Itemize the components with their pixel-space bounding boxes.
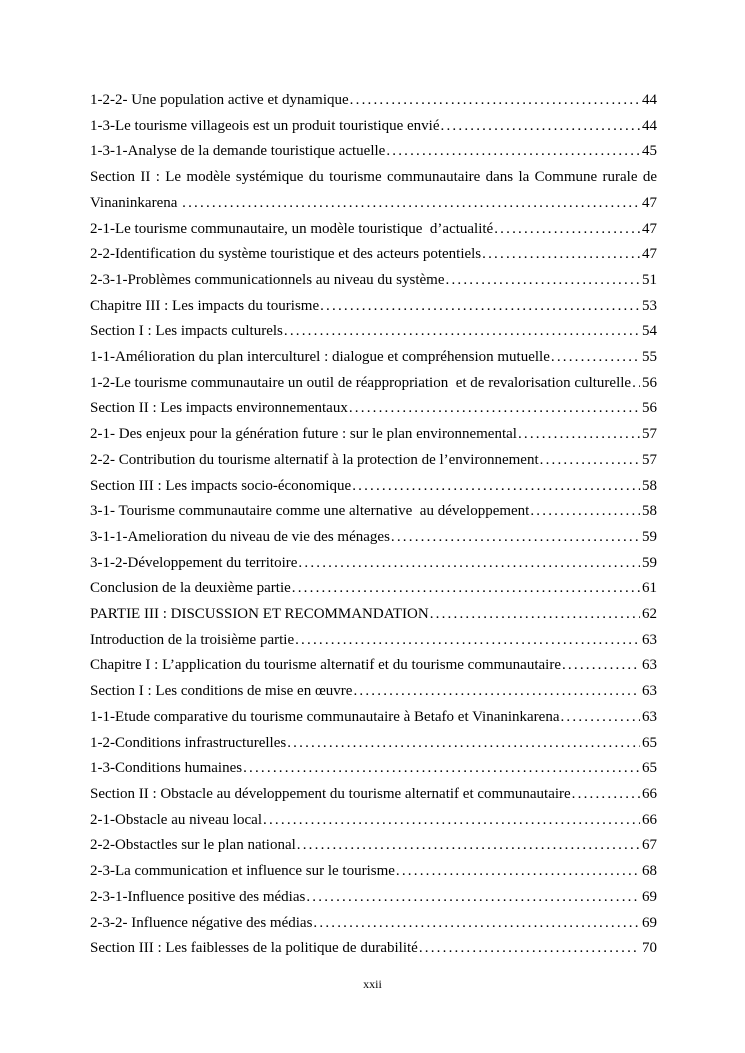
toc-page-number: 59 (642, 554, 657, 571)
toc-entry (90, 731, 657, 757)
toc-leader-dots (418, 936, 640, 962)
toc-page-number: 63 (642, 631, 657, 648)
toc-entry (90, 88, 657, 114)
toc-leader-dots (517, 422, 640, 448)
toc-entry-title: 1-1-Etude comparative du tourisme communautaire à Betafo et Vinaninkarena (90, 708, 560, 725)
toc-entry-title: Section II : Obstacle au développement du tourisme alternatif et communautaire (90, 785, 571, 802)
toc-entry-title: 2-3-2- Influence négative des médias (90, 914, 313, 931)
toc-leader-dots (319, 294, 640, 320)
toc-entry-title: 3-1- Tourisme communautaire comme une alternative au développement (90, 503, 530, 520)
toc-leader-dots (390, 525, 640, 551)
toc-leader-dots (561, 653, 640, 679)
toc-entry-title: PARTIE III : DISCUSSION ET RECOMMANDATION (90, 606, 429, 623)
toc-entry-title: Chapitre III : Les impacts du tourisme (90, 297, 320, 314)
toc-leader-dots (440, 114, 640, 140)
toc-entry (90, 448, 657, 474)
toc-page-number: 70 (642, 940, 657, 957)
toc-leader-dots (631, 371, 640, 397)
toc-entry (90, 628, 657, 654)
toc-entry-title: 3-1-2-Développement du territoire (90, 554, 298, 571)
toc-entry (90, 808, 657, 834)
toc-entry (90, 653, 657, 679)
toc-page-number: 47 (642, 246, 657, 263)
toc-entry-title: 1-2-2- Une population active et dynamique (90, 92, 349, 108)
toc-page-number: 45 (642, 143, 657, 160)
toc-leader-dots (291, 576, 640, 602)
toc-entry-title: 2-3-1-Influence positive des médias (90, 888, 306, 905)
toc-entry (90, 396, 657, 422)
toc-leader-dots (348, 396, 640, 422)
toc-entry-title: 1-3-Le tourisme villageois est un produit touristique envié (90, 117, 440, 134)
toc-leader-dots (493, 217, 640, 243)
toc-entry (90, 114, 657, 140)
toc-entry-title: Section III : Les faiblesses de la politique de durabilité (90, 940, 418, 957)
toc-leader-dots (312, 911, 640, 937)
toc-entry-title: 2-3-La communication et influence sur le tourisme (90, 863, 395, 880)
toc-page-number: 67 (642, 837, 657, 854)
toc-leader-dots (395, 859, 640, 885)
toc-entry (90, 679, 657, 705)
toc-leader-dots (305, 885, 640, 911)
toc-entry (90, 602, 657, 628)
toc-entry-title: Section II : Les impacts environnementaux (90, 400, 348, 417)
toc-entry (90, 576, 657, 602)
toc-page-number: 47 (642, 194, 657, 211)
toc-page-number: 66 (642, 785, 657, 802)
toc-leader-dots (296, 833, 640, 859)
toc-entry-title: 2-2-Obstactles sur le plan national (90, 837, 296, 854)
toc-page-number: 63 (642, 657, 657, 674)
toc-leader-dots (242, 756, 640, 782)
toc-page-number: 69 (642, 888, 657, 905)
toc-entry-title: 2-2-Identification du système touristique et des acteurs potentiels (90, 246, 482, 263)
toc-page-number: 62 (642, 606, 657, 623)
toc-leader-dots (385, 139, 640, 165)
toc-entry-title: 2-1-Obstacle au niveau local (90, 811, 263, 828)
toc-entry (90, 936, 657, 962)
page-number-footer: xxii (363, 977, 382, 991)
toc-page-number: 68 (642, 863, 657, 880)
toc-leader-dots (539, 448, 640, 474)
toc-page-number: 51 (642, 271, 657, 288)
toc-leader-dots (445, 268, 641, 294)
toc-page-number: 61 (642, 580, 657, 597)
toc-leader-dots (181, 191, 640, 217)
toc-entry (90, 191, 657, 217)
toc-page-number: 66 (642, 811, 657, 828)
toc-entry (90, 859, 657, 885)
toc-page-number: 55 (642, 349, 657, 366)
toc-page-number: 44 (642, 117, 657, 134)
toc-entry-title: 1-3-1-Analyse de la demande touristique actuelle (90, 143, 386, 160)
toc-leader-dots (571, 782, 640, 808)
toc-entry (90, 833, 657, 859)
toc-entry (90, 242, 657, 268)
toc-entry-title: 1-3-Conditions humaines (90, 760, 243, 777)
toc-entry (90, 217, 657, 243)
toc-entry (90, 371, 657, 397)
toc-entry (90, 782, 657, 808)
toc-entry-title: 2-1-Le tourisme communautaire, un modèle touristique d’actualité (90, 220, 494, 237)
toc-entry-title: 2-2- Contribution du tourisme alternatif à la protection de l’environnement (90, 451, 539, 468)
toc-leader-dots (262, 808, 640, 834)
toc-entry-title: Chapitre I : L’application du tourisme alternatif et du tourisme communautaire (90, 657, 561, 674)
toc-leader-dots (559, 705, 640, 731)
toc-entry (90, 268, 657, 294)
toc-leader-dots (286, 731, 640, 757)
toc-entry-title: Vinaninkarena (90, 194, 182, 211)
toc-page-number: 54 (642, 323, 657, 340)
toc-leader-dots (283, 319, 640, 345)
toc-page-number: 63 (642, 683, 657, 700)
toc-page-number: 65 (642, 734, 657, 751)
toc-entry-title-wrapped: Section II : Le modèle systémique du tourisme communautaire dans la Commune rurale de (90, 169, 657, 186)
toc-entry-title: 3-1-1-Amelioration du niveau de vie des ménages (90, 528, 390, 545)
toc-page-number: 57 (642, 426, 657, 443)
toc-leader-dots (481, 242, 640, 268)
toc-entry-title: 1-2-Conditions infrastructurelles (90, 734, 287, 751)
toc-entry-title: Conclusion de la deuxième partie (90, 580, 291, 597)
toc-page-number: 59 (642, 528, 657, 545)
toc-page-number: 56 (642, 400, 657, 417)
toc-entry-title: Section I : Les impacts culturels (90, 323, 283, 340)
toc-entry (90, 474, 657, 500)
toc-leader-dots (349, 88, 640, 114)
toc-leader-dots (351, 474, 640, 500)
toc-entry (90, 139, 657, 165)
toc-page-number: 57 (642, 451, 657, 468)
toc-leader-dots (429, 602, 640, 628)
toc-entry (90, 319, 657, 345)
toc-entry (90, 705, 657, 731)
toc-entry-title: 1-2-Le tourisme communautaire un outil de réappropriation et de revalorisation culturelle (90, 374, 632, 391)
toc-entry (90, 525, 657, 551)
toc-entry-title: 2-1- Des enjeux pour la génération future : sur le plan environnemental (90, 426, 517, 443)
toc-entry (90, 756, 657, 782)
toc-entry (90, 294, 657, 320)
toc-page-number: 65 (642, 760, 657, 777)
toc-page-number: 53 (642, 297, 657, 314)
toc-leader-dots (294, 628, 640, 654)
toc-entry-title: 1-1-Amélioration du plan interculturel : dialogue et compréhension mutuelle (90, 349, 550, 366)
toc-page-number: 58 (642, 503, 657, 520)
toc-page-number: 58 (642, 477, 657, 494)
toc-entry-title: Introduction de la troisième partie (90, 631, 295, 648)
toc-page-number: 47 (642, 220, 657, 237)
toc-entry-title: 2-3-1-Problèmes communicationnels au niveau du système (90, 271, 445, 288)
toc-entry (90, 885, 657, 911)
toc-leader-dots (352, 679, 640, 705)
toc-page-number: 44 (642, 92, 657, 108)
toc-entry (90, 551, 657, 577)
toc-leader-dots (297, 551, 640, 577)
toc-leader-dots (550, 345, 640, 371)
toc-entry-title: Section I : Les conditions de mise en œuvre (90, 683, 353, 700)
toc-leader-dots (529, 499, 640, 525)
toc-entry-title: Section III : Les impacts socio-économique (90, 477, 352, 494)
toc-page-number: 63 (642, 708, 657, 725)
toc-entry (90, 499, 657, 525)
table-of-contents (90, 88, 657, 962)
toc-entry (90, 911, 657, 937)
toc-entry (90, 422, 657, 448)
toc-page-number: 56 (642, 374, 657, 391)
toc-entry (90, 345, 657, 371)
toc-page-number: 69 (642, 914, 657, 931)
